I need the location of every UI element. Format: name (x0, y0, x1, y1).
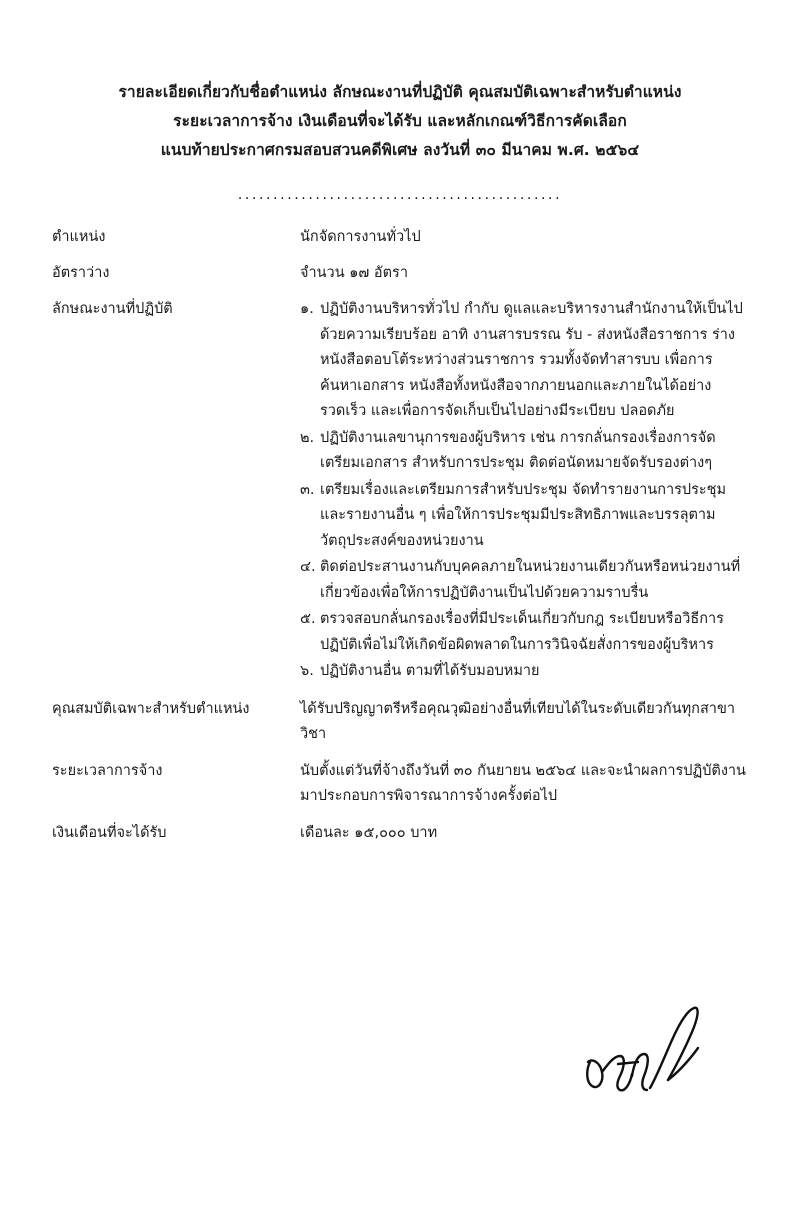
list-item-text: ตรวจสอบกลั่นกรองเรื่องที่มีประเด็นเกี่ยวกับกฎ ระเบียบหรือวิธีการปฏิบัติเพื่อไม่ให้เกิดข้อผิดพลาดในการวินิจฉัยสั่งการของผู้บริหาร (320, 611, 724, 653)
position-value: นักจัดการงานทั่วไป (300, 229, 421, 245)
list-item (300, 555, 748, 606)
field-row-position (52, 225, 748, 250)
heading-line-3: แนบท้ายประกาศกรมสอบสวนคดีพิเศษ ลงวันที่ ๓๐ มีนาคม พ.ศ. ๒๕๖๔ (160, 141, 640, 159)
duties-list (300, 297, 748, 685)
list-item-text: ติดต่อประสานงานกับบุคคลภายในหน่วยงานเดียวกันหรือหน่วยงานที่เกี่ยวข้องเพื่อให้การปฏิบัติงานเป็นไปด้วยความราบรื่น (320, 559, 741, 601)
field-row-duties (52, 297, 748, 686)
duties-label: ลักษณะงานที่ปฏิบัติ (52, 301, 173, 317)
list-item (300, 297, 748, 425)
duration-label: ระยะเวลาการจ้าง (52, 762, 163, 779)
list-item-text: เตรียมเรื่องและเตรียมการสำหรับประชุม จัดทำรายงานการประชุมและรายงานอื่น ๆ เพื่อให้การประชุมมีประสิทธิภาพและบรรลุตามวัตถุประสงค์ของหน่วยงาน (320, 481, 727, 549)
list-item-number: ๔. (300, 559, 316, 575)
vacancy-label: อัตราว่าง (52, 265, 110, 281)
field-row-salary (52, 821, 748, 847)
list-item (300, 426, 748, 477)
heading-line-2: ระยะเวลาการจ้าง เงินเดือนที่จะได้รับ และหลักเกณฑ์วิธีการคัดเลือก (173, 112, 627, 130)
list-item-number: ๓. (300, 481, 315, 498)
list-item-number: ๒. (300, 429, 315, 446)
list-item-number: ๕. (300, 611, 316, 627)
divider-dots: .............................................. (237, 187, 563, 203)
qualifications-label: คุณสมบัติเฉพาะสำหรับตำแหน่ง (52, 700, 250, 717)
salary-value: เดือนละ ๑๕,๐๐๐ บาท (300, 824, 438, 841)
salary-label: เงินเดือนที่จะได้รับ (52, 824, 167, 841)
list-item-text: ปฏิบัติงานบริหารทั่วไป กำกับ ดูแลและบริหารงานสำนักงานให้เป็นไปด้วยความเรียบร้อย อาทิ งานสารบรรณ รับ - ส่งหนังสือราชการ ร่างหนังสือตอบโต้ระหว่างส่วนราชการ รวมทั้งจัดทำสารบบ เพื่อการค้นหาเอกสาร หนังสือทั้งหนังสือจากภายนอกและภายในได้อย่างรวดเร็ว และเพื่อการจัดเก็บเป็นไปอย่างมีระเบียบ ปลอดภัย (320, 301, 743, 419)
field-row-duration (52, 759, 748, 810)
list-item-text: ปฏิบัติงานเลขานุการของผู้บริหาร เช่น การกลั่นกรองเรื่องการจัดเตรียมเอกสาร สำหรับการประชุม ติดต่อนัดหมายจัดรับรองต่างๆ (320, 429, 716, 471)
heading-line-1: รายละเอียดเกี่ยวกับชื่อตำแหน่ง ลักษณะงานที่ปฏิบัติ คุณสมบัติเฉพาะสำหรับตำแหน่ง (118, 83, 682, 101)
field-row-qualifications (52, 697, 748, 748)
list-item (300, 478, 748, 555)
duration-value: นับตั้งแต่วันที่จ้างถึงวันที่ ๓๐ กันยายน ๒๕๖๔ และจะนำผลการปฏิบัติงานมาประกอบการพิจารณาการจ้างครั้งต่อไป (300, 762, 746, 804)
field-row-vacancy (52, 261, 748, 286)
position-label: ตำแหน่ง (52, 229, 106, 245)
document-body (52, 225, 748, 846)
list-item-text: ปฏิบัติงานอื่น ตามที่ได้รับมอบหมาย (320, 663, 540, 679)
document-heading (52, 78, 748, 165)
qualifications-value: ได้รับปริญญาตรีหรือคุณวุฒิอย่างอื่นที่เทียบได้ในระดับเดียวกันทุกสาขาวิชา (300, 700, 735, 742)
list-item-number: ๖. (300, 663, 314, 679)
list-item (300, 659, 748, 685)
list-item (300, 607, 748, 658)
signature-icon (572, 1004, 722, 1114)
duties-value (300, 297, 748, 686)
vacancy-value: จำนวน ๑๗ อัตรา (300, 265, 408, 281)
list-item-number: ๑. (300, 301, 314, 317)
